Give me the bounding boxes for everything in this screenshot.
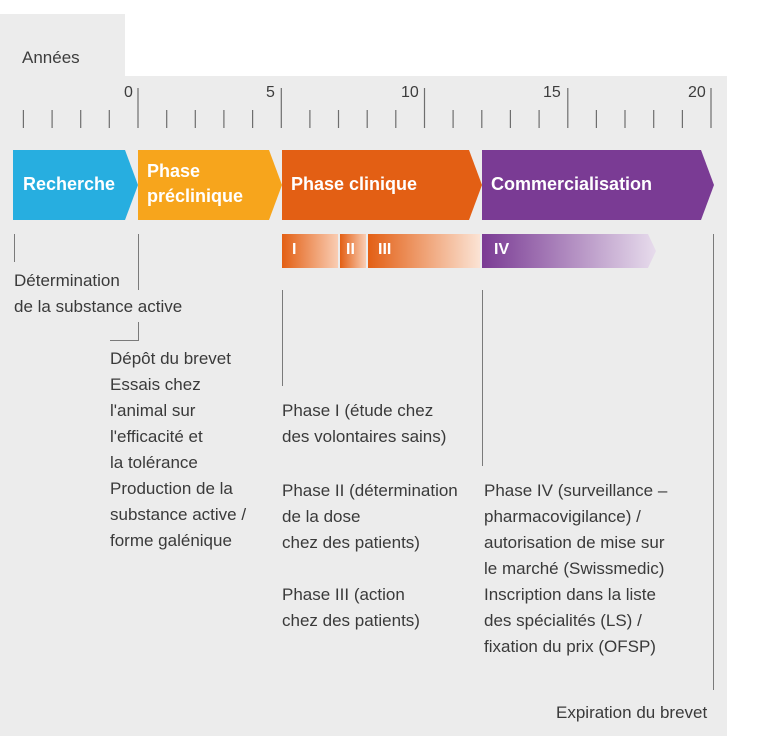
note-phase2: Phase II (détermination de la dose chez des patients) — [282, 481, 458, 552]
tick-label-5: 5 — [266, 84, 275, 101]
stage-preclinical-label-2: préclinique — [147, 186, 244, 206]
note-research: Détermination de la substance active — [14, 271, 183, 316]
note-phase1: Phase I (étude chez des volontaires sains) — [282, 401, 447, 446]
connector-research — [14, 234, 15, 262]
stage-commercial-label: Commercialisation — [491, 174, 653, 194]
stage-commercial — [482, 150, 714, 220]
stage-preclinical-label-1: Phase — [147, 161, 201, 181]
phase-label-I: I — [292, 241, 297, 258]
tick-label-20: 20 — [688, 84, 706, 101]
phase-label-IV: IV — [494, 241, 510, 258]
note-preclinical: Dépôt du brevet Essais chez l'animal sur l'efficacité et la tolérance Production de la substance active / forme galénique — [110, 349, 247, 550]
phase-bar-III — [368, 234, 480, 268]
connector-clinical — [282, 290, 283, 386]
phase-bar-II — [340, 234, 366, 268]
stage-clinical-label: Phase clinique — [291, 174, 418, 194]
connector-preclinical-h — [110, 340, 139, 341]
connector-expiry — [713, 234, 714, 690]
connector-preclinical-2 — [138, 322, 139, 340]
phase-bar-IV — [482, 234, 656, 268]
stage-preclinical — [138, 150, 282, 220]
stage-research-label: Recherche — [23, 174, 116, 194]
stage-research — [13, 150, 138, 220]
axis-label: Années — [22, 48, 80, 67]
note-expiry: Expiration du brevet — [556, 703, 708, 722]
phase-label-II: II — [346, 241, 355, 258]
tick-label-15: 15 — [543, 84, 561, 101]
tick-label-10: 10 — [401, 84, 419, 101]
tick-label-0: 0 — [124, 84, 133, 101]
note-phase3: Phase III (action chez des patients) — [282, 585, 420, 630]
stage-clinical — [282, 150, 482, 220]
connector-commercial — [482, 290, 483, 466]
phase-label-III: III — [378, 241, 392, 258]
note-phase4: Phase IV (surveillance – pharmacovigilance) / autorisation de mise sur le marché (Swissmedic) Inscription dans la liste des spécialités (LS) / fixation du prix (OFSP) — [484, 481, 668, 656]
phase-bar-I — [282, 234, 338, 268]
